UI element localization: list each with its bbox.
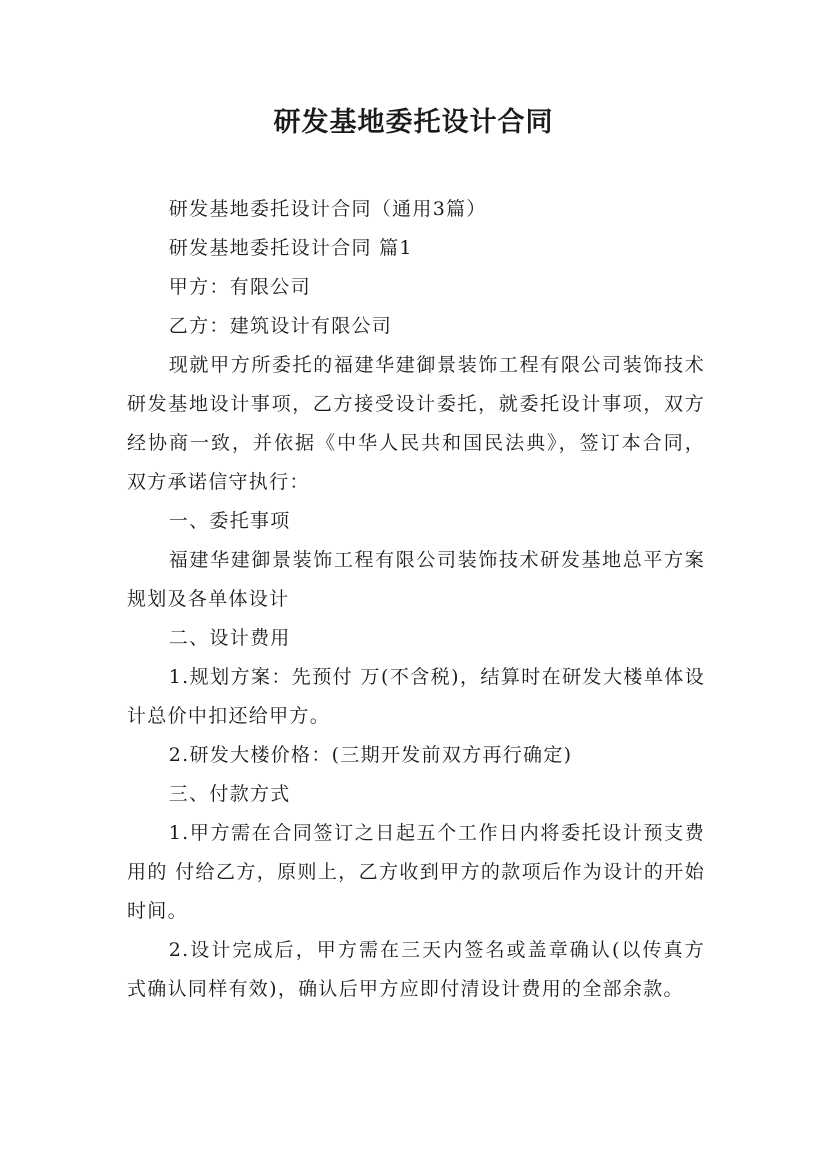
party-a-paragraph: 甲方：有限公司 bbox=[168, 276, 311, 298]
party-b-paragraph: 乙方：建筑设计有限公司 bbox=[168, 315, 393, 337]
clause-3-item-2: 2.设计完成后，甲方需在三天内签名或盖章确认(以传真方式确认同样有效)，确认后甲方应即付清设计费用的全部余款。 bbox=[127, 939, 705, 1000]
clause-heading-3: 三、付款方式 bbox=[168, 783, 291, 805]
clause-heading-2: 二、设计费用 bbox=[168, 627, 291, 649]
document-title: 研发基地委托设计合同 bbox=[273, 107, 554, 138]
clause-3-item-1: 1.甲方需在合同签订之日起五个工作日内将委托设计预支费用的 付给乙方，原则上，乙方收到甲方的款项后作为设计的开始时间。 bbox=[127, 822, 705, 922]
preamble-paragraph: 现就甲方所委托的福建华建御景装饰工程有限公司装饰技术研发基地设计事项，乙方接受设计委托，就委托设计事项，双方经协商一致，并依据《中华人民共和国民法典》，签订本合同，双方承诺信守执行： bbox=[127, 354, 705, 493]
clause-1-paragraph: 福建华建御景装饰工程有限公司装饰技术研发基地总平方案规划及各单体设计 bbox=[127, 549, 705, 610]
subtitle-paragraph: 研发基地委托设计合同（通用3篇） bbox=[168, 198, 487, 220]
clause-heading-1: 一、委托事项 bbox=[168, 510, 291, 532]
document-body bbox=[127, 190, 705, 1009]
clause-2-item-1: 1.规划方案：先预付 万(不含税)，结算时在研发大楼单体设计总价中扣还给甲方。 bbox=[127, 666, 705, 727]
clause-2-item-2: 2.研发大楼价格：(三期开发前双方再行确定) bbox=[168, 744, 573, 766]
section-heading-paragraph: 研发基地委托设计合同 篇1 bbox=[168, 237, 413, 259]
